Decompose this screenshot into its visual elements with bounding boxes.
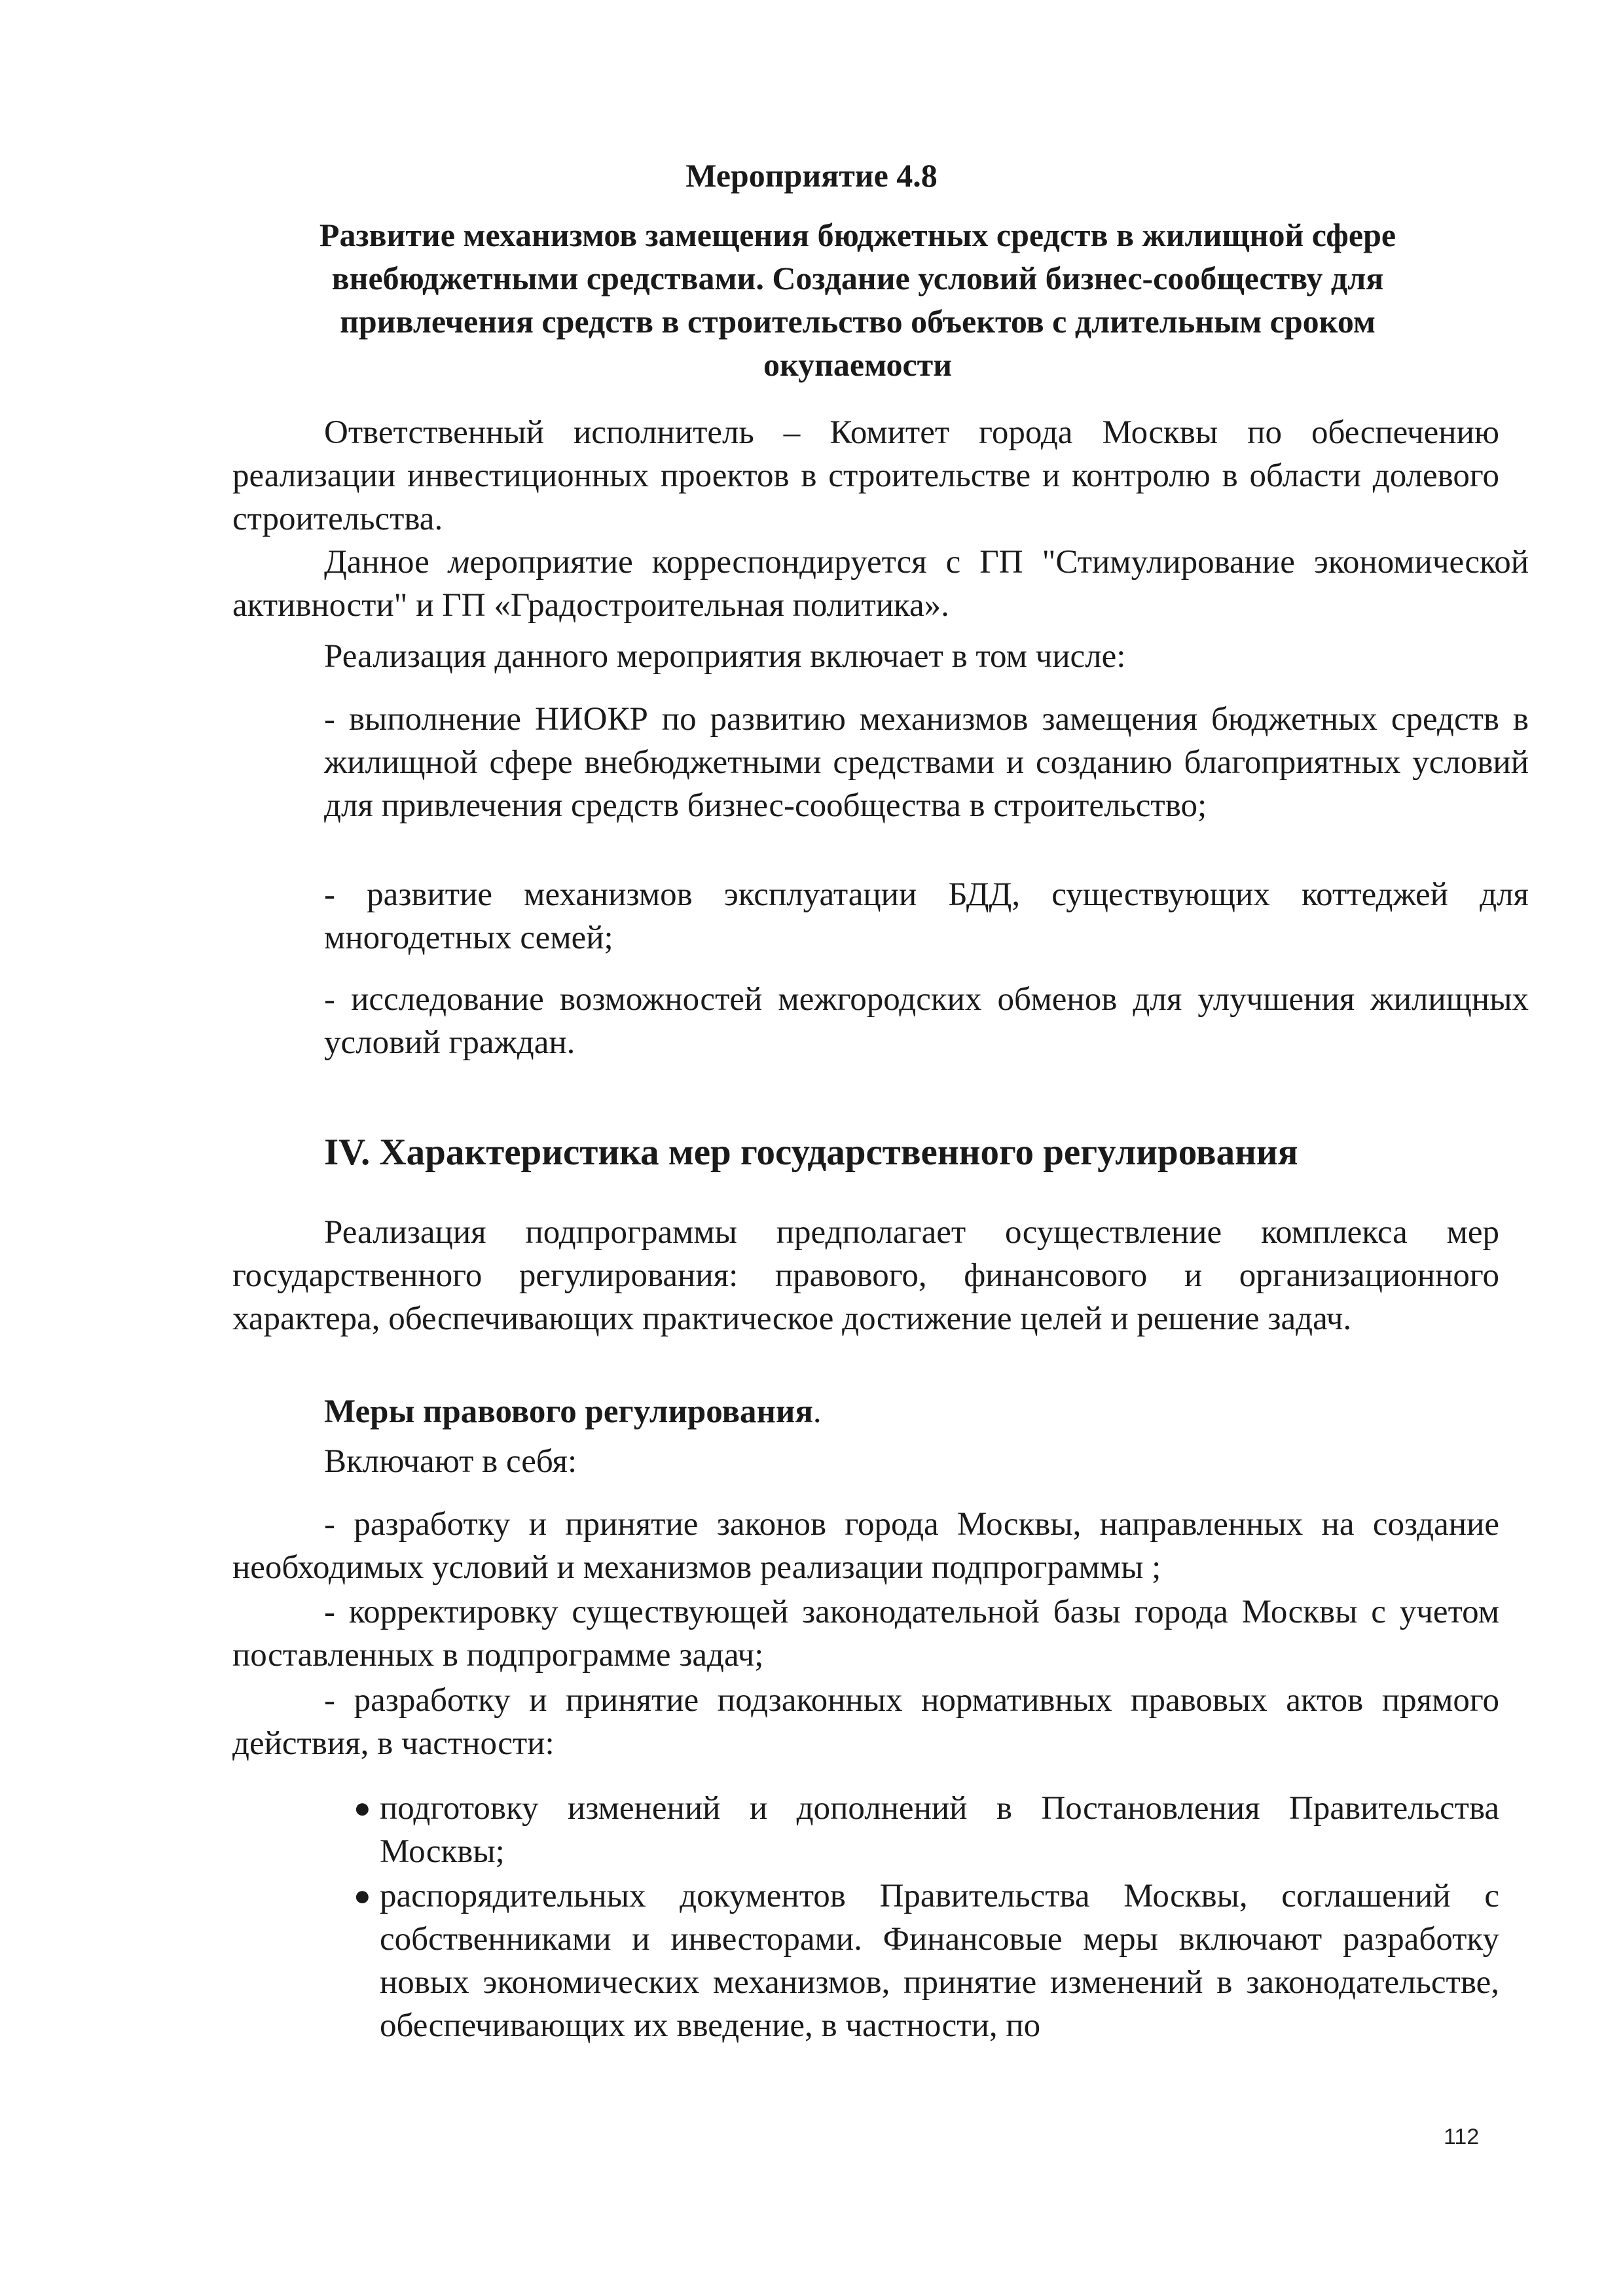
bullet-item: распорядительных документов Правительства Москвы, соглашений с собственниками и инвесторами. Финансовые меры включают разработку новых экономических механизмов, принятие изменений в законодательстве, обеспечивающих их введение, в частности, по — [380, 1878, 1499, 2044]
section-intro — [232, 1211, 1499, 1340]
correspond-m: м — [448, 544, 470, 581]
responsible-text: Ответственный исполнитель – Комитет города Москвы по обеспечению реализации инвестиционных проектов в строительстве и контролю в области долевого строительства. — [232, 414, 1499, 537]
legal-heading: Меры правового регулирования — [324, 1393, 813, 1430]
legal-item-text: - корректировку существующей законодательной базы города Москвы с учетом поставленных в подпрограмме задач; — [232, 1594, 1499, 1674]
list-item: - выполнение НИОКР по развитию механизмов замещения бюджетных средств в жилищной сфере внебюджетными средствами и созданию благоприятных условий для привлечения средств бизнес-сообщества в строительство; — [324, 701, 1529, 824]
includes-intro: Реализация данного мероприятия включает в том числе: — [324, 638, 1126, 675]
measure-subtitle: Развитие механизмов замещения бюджетных средств в жилищной сфере внебюджетными средствами. Создание условий бизнес-сообществу для привлечения средств в строительство объектов с длительным сроком окупаемости — [319, 217, 1396, 383]
measure-heading: Мероприятие 4.8 — [685, 157, 938, 194]
legal-item — [232, 1679, 1499, 1765]
legal-heading-line — [324, 1390, 1499, 1433]
include-label: Включают в себя: — [324, 1443, 577, 1480]
list-item: - исследование возможностей межгородских обменов для улучшения жилищных условий граждан. — [324, 981, 1529, 1061]
legal-item — [232, 1503, 1499, 1589]
responsible-paragraph — [232, 411, 1499, 541]
bullet-item: подготовку изменений и дополнений в Постановления Правительства Москвы; — [380, 1790, 1499, 1870]
correspond-prefix: Данное — [324, 544, 448, 581]
list-item: - развитие механизмов эксплуатации БДД, существующих коттеджей для многодетных семей; — [324, 876, 1529, 956]
correspond-paragraph — [232, 541, 1529, 627]
legal-heading-dot: . — [812, 1393, 822, 1430]
section-heading: IV. Характеристика мер государственного регулирования — [324, 1132, 1298, 1173]
bullet-icon: ● — [354, 1880, 371, 1912]
correspond-rest: ероприятие корреспондируется с ГП "Стимулирование экономической активности" и ГП «Градостроительная политика». — [232, 544, 1529, 624]
section-intro-text: Реализация подпрограммы предполагает осуществление комплекса мер государственного регулирования: правового, финансового и организационного характера, обеспечивающих практическое достижение целей и решение задач. — [232, 1214, 1499, 1337]
legal-item-text: - разработку и принятие законов города Москвы, направленных на создание необходимых условий и механизмов реализации подпрограммы ; — [232, 1506, 1499, 1586]
legal-item-text: - разработку и принятие подзаконных нормативных правовых актов прямого действия, в частности: — [232, 1682, 1499, 1762]
bullet-icon: ● — [354, 1792, 371, 1824]
legal-item — [232, 1590, 1499, 1677]
page-number: 112 — [1444, 2125, 1480, 2149]
